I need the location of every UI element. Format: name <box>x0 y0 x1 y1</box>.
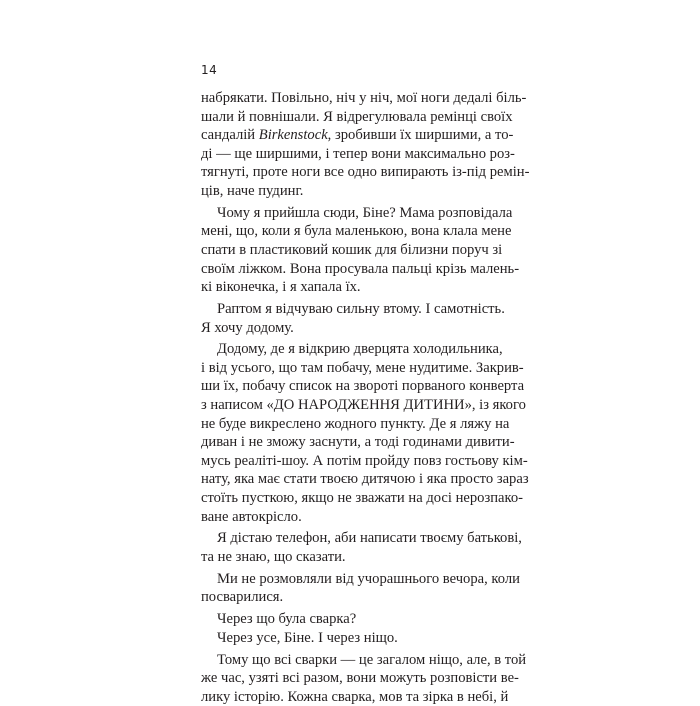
text-line: мені, що, коли я була маленькою, вона клала мене <box>201 223 512 240</box>
text-line: Додому, де я відкрию дверцята холодильника, <box>217 341 503 358</box>
text-line: диван і не зможу заснути, а тоді годинами дивити- <box>201 434 515 451</box>
text-line: нату, яка має стати твоєю дитячою і яка просто зараз <box>201 471 529 488</box>
text-line: і від усього, що там побачу, мене нудитиме. Закрив- <box>201 359 524 376</box>
text-line: Чому я прийшла сюди, Біне? Мама розповідала <box>217 204 513 221</box>
text-line: стоїть пусткою, якщо не зважати на досі нерозпако- <box>201 490 524 507</box>
text-line: кі віконечка, і я хапала їх. <box>201 279 361 296</box>
text-line: Через усе, Біне. І через ніщо. <box>217 629 398 646</box>
text-line: же час, узяті всі разом, вони можуть розповісти ве- <box>201 670 519 687</box>
italic-brand-name: Birkenstock <box>258 127 328 144</box>
text-line: Я хочу додому. <box>201 319 294 336</box>
text-line: Тому що всі сварки — це загалом ніщо, але, в той <box>217 651 527 668</box>
text-line: Ми не розмовляли від учорашнього вечора, коли <box>217 570 520 587</box>
text-line: набрякати. Повільно, ніч у ніч, мої ноги дедалі біль- <box>201 90 527 106</box>
text-line: шали й повнішали. Я відрегулювала ремінці своїх <box>201 108 513 125</box>
text-line: мусь реаліті-шоу. А потім пройду повз гостьову кім- <box>201 452 528 469</box>
text-line: тягнуті, проте ноги все одно випирають із-під ремін- <box>201 164 530 181</box>
text-line: з написом «ДО НАРОДЖЕННЯ ДИТИНИ», із якого <box>201 397 526 414</box>
text-line: не буде викреслено жодного пункту. Де я ляжу на <box>201 415 510 432</box>
text-line: ване автокрісло. <box>201 508 302 525</box>
text-line: та не знаю, що сказати. <box>201 549 346 565</box>
text-line: Через що була сварка? <box>217 611 357 628</box>
text-line: лику історію. Кожна сварка, мов та зірка в небі, й <box>201 688 509 705</box>
text-line: Я дістаю телефон, аби написати твоєму батькові, <box>217 530 522 547</box>
body-text <box>201 89 530 706</box>
text-line: посварилися. <box>201 589 284 606</box>
text-line: ши їх, побачу список на звороті порваного конверта <box>201 378 525 395</box>
text-line: сандалій Birkenstock, зробивши їх ширшими, а то- <box>201 127 514 144</box>
text-line: Раптом я відчуваю сильну втому. І самотність. <box>217 300 505 317</box>
text-line: своїм ліжком. Вона просувала пальці крізь малень- <box>201 260 520 277</box>
text-line: спати в пластиковий кошик для білизни поруч зі <box>201 241 503 258</box>
page-number: 14 <box>201 63 218 77</box>
text-line: ців, наче пудинг. <box>201 182 304 199</box>
text-line: ді — ще ширшими, і тепер вони максимально роз- <box>201 145 515 162</box>
